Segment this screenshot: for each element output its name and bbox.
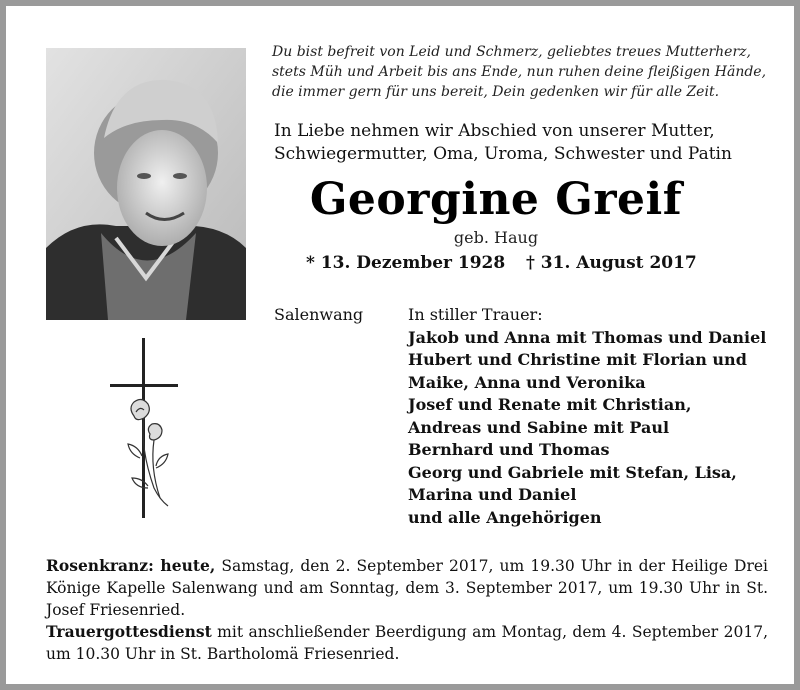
poem-line: Du bist befreit von Leid und Schmerz, geliebtes treues Mutterherz,	[272, 44, 751, 60]
family-line: Jakob und Anna mit Thomas und Daniel	[408, 327, 767, 347]
cross-with-rose-icon	[110, 338, 190, 518]
poem-line: die immer gern für uns bereit, Dein gedenken wir für alle Zeit.	[272, 84, 720, 100]
poem	[272, 42, 772, 102]
death-date: † 31. August 2017	[526, 253, 697, 273]
birth-date: * 13. Dezember 1928	[306, 253, 506, 273]
family-line: Andreas und Sabine mit Paul	[408, 417, 670, 437]
family-line: Georg und Gabriele mit Stefan, Lisa,	[408, 462, 737, 482]
family-line: Josef und Renate mit Christian,	[408, 395, 692, 414]
deceased-name: Georgine Greif	[309, 174, 683, 225]
rosary-paragraph	[46, 555, 768, 621]
family-line: Bernhard und Thomas	[408, 440, 610, 459]
funeral-label: Trauergottesdienst	[46, 622, 212, 641]
intro-line: In Liebe nehmen wir Abschied von unserer Mutter,	[274, 121, 715, 141]
birth-name: geb. Haug	[453, 228, 539, 247]
funeral-text: mit anschließender Beerdigung am Montag, dem 4. September 2017, um 10.30 Uhr in St. Bartholomä Friesenried.	[46, 623, 768, 663]
portrait-image	[46, 48, 246, 320]
life-dates	[306, 252, 726, 274]
intro-line: Schwiegermutter, Oma, Uroma, Schwester und Patin	[274, 144, 732, 164]
intro-text	[274, 120, 774, 166]
rosary-text: Samstag, den 2. September 2017, um 19.30 Uhr in der Heilige Drei Könige Kapelle Salenwang und am Sonntag, dem 3. September 2017, um 19.30 Uhr in St. Josef Friesenried.	[46, 557, 768, 619]
mourning-lead: In stiller Trauer:	[408, 305, 543, 324]
family-line: und alle Angehörigen	[408, 507, 602, 527]
service-info	[46, 555, 768, 665]
place-name: Salenwang	[274, 305, 364, 324]
rosary-label: Rosenkranz: heute,	[46, 556, 216, 575]
family-line: Maike, Anna und Veronika	[408, 372, 646, 392]
family-line: Hubert und Christine mit Florian und	[408, 350, 747, 369]
funeral-paragraph	[46, 621, 768, 665]
poem-line: stets Müh und Arbeit bis ans Ende, nun ruhen deine fleißigen Hände,	[272, 64, 767, 80]
family-line: Marina und Daniel	[408, 485, 577, 504]
mourners-list	[408, 304, 788, 529]
portrait-photo	[46, 48, 246, 320]
